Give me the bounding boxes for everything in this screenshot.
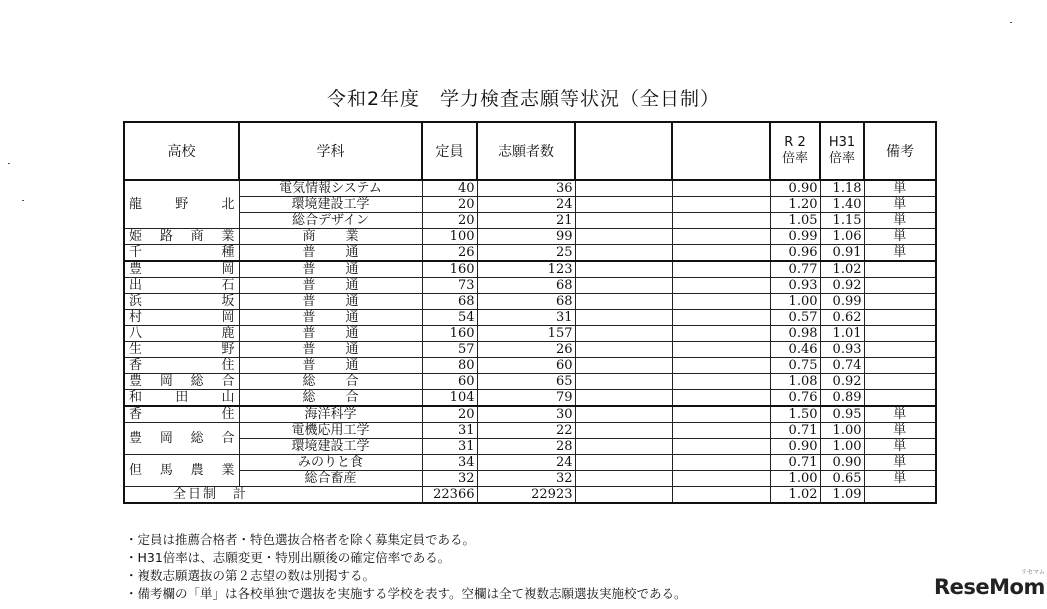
- r2-ratio-cell: 0.57: [770, 310, 820, 326]
- capacity-cell: 160: [422, 326, 477, 342]
- blank-cell: [575, 261, 672, 278]
- blank-cell: [672, 278, 770, 294]
- applicants-cell: 79: [477, 390, 575, 407]
- department-name: みのりと食: [239, 455, 422, 471]
- h31-ratio-cell: 1.18: [820, 180, 864, 197]
- applicants-cell: 60: [477, 358, 575, 374]
- blank-cell: [575, 455, 672, 471]
- table-row: [124, 455, 936, 471]
- blank-cell: [672, 245, 770, 262]
- capacity-cell: 60: [422, 374, 477, 390]
- applicants-cell: 24: [477, 197, 575, 213]
- blank-cell: [672, 180, 770, 197]
- h31-ratio-cell: 1.01: [820, 326, 864, 342]
- logo-subtext: リセマム: [1020, 569, 1045, 576]
- capacity-cell: 26: [422, 245, 477, 262]
- remarks-cell: [864, 342, 936, 358]
- table-row: [124, 423, 936, 439]
- school-name: 八 鹿: [124, 326, 239, 342]
- remarks-cell: 単: [864, 229, 936, 245]
- r2-ratio-cell: 0.71: [770, 455, 820, 471]
- applicants-cell: 24: [477, 455, 575, 471]
- blank-cell: [575, 342, 672, 358]
- r2-ratio-cell: 0.77: [770, 261, 820, 278]
- total-h31-ratio: 1.09: [820, 487, 864, 504]
- table-body: [124, 180, 936, 503]
- table-row: [124, 406, 936, 423]
- h31-ratio-cell: 1.00: [820, 423, 864, 439]
- table-row: [124, 326, 936, 342]
- department-name: 電気情報システム: [239, 180, 422, 197]
- blank-cell: [575, 471, 672, 487]
- capacity-cell: 31: [422, 423, 477, 439]
- capacity-cell: 32: [422, 471, 477, 487]
- applicants-cell: 99: [477, 229, 575, 245]
- blank-cell: [575, 374, 672, 390]
- status-table-wrapper: [123, 121, 935, 504]
- header-blank-1: [575, 122, 672, 180]
- remarks-cell: 単: [864, 406, 936, 423]
- h31-ratio-cell: 0.91: [820, 245, 864, 262]
- h31-ratio-cell: 0.93: [820, 342, 864, 358]
- h31-ratio-cell: 0.90: [820, 455, 864, 471]
- department-name: 環境建設工学: [239, 197, 422, 213]
- remarks-cell: 単: [864, 439, 936, 455]
- blank-cell: [672, 342, 770, 358]
- remarks-cell: [864, 374, 936, 390]
- applicants-cell: 68: [477, 278, 575, 294]
- capacity-cell: 31: [422, 439, 477, 455]
- department-name: 普 通: [239, 261, 422, 278]
- table-row: [124, 294, 936, 310]
- department-name: 総 合: [239, 374, 422, 390]
- school-name: 香 住: [124, 406, 239, 423]
- blank-cell: [575, 390, 672, 407]
- table-row: [124, 261, 936, 278]
- r2-ratio-cell: 0.75: [770, 358, 820, 374]
- applicants-cell: 28: [477, 439, 575, 455]
- school-name: 豊 岡 総 合: [124, 374, 239, 390]
- school-name: 村 岡: [124, 310, 239, 326]
- remarks-cell: [864, 261, 936, 278]
- blank-cell: [672, 487, 770, 504]
- applicants-cell: 68: [477, 294, 575, 310]
- blank-cell: [672, 358, 770, 374]
- blank-cell: [672, 261, 770, 278]
- school-name: 姫 路 商 業: [124, 229, 239, 245]
- footnote-capacity: ・定員は推薦合格者・特色選抜合格者を除く募集定員である。: [125, 532, 476, 547]
- page-title: 令和2年度 学力検査志願等状況（全日制）: [326, 88, 721, 110]
- blank-cell: [575, 406, 672, 423]
- r2-ratio-cell: 0.93: [770, 278, 820, 294]
- header-school: 高校: [124, 122, 239, 180]
- applicants-cell: 21: [477, 213, 575, 229]
- r2-ratio-cell: 0.46: [770, 342, 820, 358]
- department-name: 総合デザイン: [239, 213, 422, 229]
- blank-cell: [672, 423, 770, 439]
- blank-cell: [672, 294, 770, 310]
- department-name: 普 通: [239, 358, 422, 374]
- remarks-cell: [864, 326, 936, 342]
- remarks-cell: 単: [864, 471, 936, 487]
- r2-ratio-cell: 0.96: [770, 245, 820, 262]
- blank-cell: [575, 294, 672, 310]
- blank-cell: [575, 180, 672, 197]
- scan-speck: [8, 163, 10, 164]
- blank-cell: [672, 374, 770, 390]
- table-row: [124, 358, 936, 374]
- applicants-cell: 157: [477, 326, 575, 342]
- table-row: [124, 197, 936, 213]
- header-row: [124, 122, 936, 180]
- total-capacity: 22366: [422, 487, 477, 504]
- h31-ratio-cell: 1.02: [820, 261, 864, 278]
- r2-ratio-cell: 0.98: [770, 326, 820, 342]
- resemom-logo: [934, 569, 1045, 599]
- blank-cell: [575, 213, 672, 229]
- header-blank-2: [672, 122, 770, 180]
- remarks-cell: 単: [864, 197, 936, 213]
- school-name: 但 馬 農 業: [124, 455, 239, 487]
- r2-ratio-cell: 1.20: [770, 197, 820, 213]
- school-name: 生 野: [124, 342, 239, 358]
- h31-ratio-cell: 0.92: [820, 374, 864, 390]
- header-h31-ratio: [820, 122, 864, 180]
- blank-cell: [575, 278, 672, 294]
- h31-ratio-cell: 1.06: [820, 229, 864, 245]
- header-h31-text: H31 倍率: [828, 135, 856, 166]
- table-row: [124, 180, 936, 197]
- r2-ratio-cell: 0.90: [770, 180, 820, 197]
- r2-ratio-cell: 1.05: [770, 213, 820, 229]
- department-name: 普 通: [239, 326, 422, 342]
- h31-ratio-cell: 0.92: [820, 278, 864, 294]
- blank-cell: [575, 487, 672, 504]
- h31-ratio-cell: 0.62: [820, 310, 864, 326]
- department-name: 総合畜産: [239, 471, 422, 487]
- r2-ratio-cell: 0.90: [770, 439, 820, 455]
- r2-ratio-cell: 1.00: [770, 294, 820, 310]
- school-name: 豊 岡 総 合: [124, 423, 239, 455]
- capacity-cell: 57: [422, 342, 477, 358]
- blank-cell: [672, 310, 770, 326]
- header-r2-ratio: [770, 122, 820, 180]
- department-name: 総 合: [239, 390, 422, 407]
- applicants-cell: 25: [477, 245, 575, 262]
- header-department: 学科: [239, 122, 422, 180]
- h31-ratio-cell: 1.00: [820, 439, 864, 455]
- blank-cell: [575, 197, 672, 213]
- department-name: 商 業: [239, 229, 422, 245]
- applicants-cell: 30: [477, 406, 575, 423]
- footnote-h31: ・H31倍率は、志願変更・特別出願後の確定倍率である。: [125, 550, 451, 565]
- r2-ratio-cell: 1.50: [770, 406, 820, 423]
- header-capacity: 定員: [422, 122, 477, 180]
- remarks-cell: 単: [864, 455, 936, 471]
- remarks-cell: 単: [864, 180, 936, 197]
- department-name: 環境建設工学: [239, 439, 422, 455]
- header-r2-text: R 2 倍率: [781, 135, 808, 166]
- remarks-cell: 単: [864, 423, 936, 439]
- h31-ratio-cell: 0.65: [820, 471, 864, 487]
- department-name: 普 通: [239, 278, 422, 294]
- remarks-cell: [864, 278, 936, 294]
- school-name: 豊 岡: [124, 261, 239, 278]
- capacity-cell: 100: [422, 229, 477, 245]
- blank-cell: [672, 471, 770, 487]
- capacity-cell: 20: [422, 197, 477, 213]
- school-name: 出 石: [124, 278, 239, 294]
- capacity-cell: 40: [422, 180, 477, 197]
- blank-cell: [575, 439, 672, 455]
- school-name: 浜 坂: [124, 294, 239, 310]
- remarks-cell: 単: [864, 245, 936, 262]
- table-row: [124, 229, 936, 245]
- total-r2-ratio: 1.02: [770, 487, 820, 504]
- total-row: [124, 487, 936, 504]
- department-name: 普 通: [239, 245, 422, 262]
- blank-cell: [575, 326, 672, 342]
- school-name: 千 種: [124, 245, 239, 262]
- h31-ratio-cell: 0.95: [820, 406, 864, 423]
- h31-ratio-cell: 1.40: [820, 197, 864, 213]
- blank-cell: [672, 229, 770, 245]
- total-remarks: [864, 487, 936, 504]
- applicants-cell: 31: [477, 310, 575, 326]
- status-table: [123, 121, 937, 504]
- table-row: [124, 374, 936, 390]
- capacity-cell: 54: [422, 310, 477, 326]
- footnote-remarks: ・備考欄の「単」は各校単独で選抜を実施する学校を表す。空欄は全て複数志願選抜実施校である。: [125, 586, 687, 601]
- table-row: [124, 213, 936, 229]
- capacity-cell: 20: [422, 213, 477, 229]
- remarks-cell: 単: [864, 213, 936, 229]
- logo-text: ReseMom: [934, 575, 1045, 599]
- h31-ratio-cell: 0.89: [820, 390, 864, 407]
- school-name: 龍 野 北: [124, 180, 239, 229]
- remarks-cell: [864, 358, 936, 374]
- blank-cell: [672, 390, 770, 407]
- applicants-cell: 123: [477, 261, 575, 278]
- table-row: [124, 342, 936, 358]
- blank-cell: [672, 455, 770, 471]
- capacity-cell: 73: [422, 278, 477, 294]
- capacity-cell: 80: [422, 358, 477, 374]
- footnote-second-choice: ・複数志願選抜の第２志望の数は別掲する。: [125, 568, 376, 583]
- table-row: [124, 471, 936, 487]
- total-label: 全日制 計: [124, 487, 422, 504]
- scan-speck: [1010, 22, 1012, 23]
- blank-cell: [672, 406, 770, 423]
- table-row: [124, 439, 936, 455]
- r2-ratio-cell: 1.00: [770, 471, 820, 487]
- table-row: [124, 245, 936, 262]
- applicants-cell: 32: [477, 471, 575, 487]
- table-row: [124, 310, 936, 326]
- capacity-cell: 104: [422, 390, 477, 407]
- department-name: 普 通: [239, 310, 422, 326]
- h31-ratio-cell: 0.99: [820, 294, 864, 310]
- remarks-cell: [864, 294, 936, 310]
- applicants-cell: 26: [477, 342, 575, 358]
- table-row: [124, 278, 936, 294]
- school-name: 香 住: [124, 358, 239, 374]
- capacity-cell: 20: [422, 406, 477, 423]
- footnotes: [125, 531, 925, 603]
- scan-speck: [22, 200, 24, 201]
- school-name: 和 田 山: [124, 390, 239, 407]
- department-name: 電機応用工学: [239, 423, 422, 439]
- blank-cell: [575, 358, 672, 374]
- remarks-cell: [864, 390, 936, 407]
- blank-cell: [672, 326, 770, 342]
- r2-ratio-cell: 0.99: [770, 229, 820, 245]
- capacity-cell: 68: [422, 294, 477, 310]
- r2-ratio-cell: 0.71: [770, 423, 820, 439]
- h31-ratio-cell: 1.15: [820, 213, 864, 229]
- applicants-cell: 36: [477, 180, 575, 197]
- blank-cell: [575, 229, 672, 245]
- department-name: 普 通: [239, 342, 422, 358]
- blank-cell: [672, 213, 770, 229]
- capacity-cell: 160: [422, 261, 477, 278]
- h31-ratio-cell: 0.74: [820, 358, 864, 374]
- blank-cell: [575, 423, 672, 439]
- remarks-cell: [864, 310, 936, 326]
- department-name: 海洋科学: [239, 406, 422, 423]
- header-remarks: 備考: [864, 122, 936, 180]
- capacity-cell: 34: [422, 455, 477, 471]
- header-applicants: 志願者数: [477, 122, 575, 180]
- blank-cell: [672, 439, 770, 455]
- total-applicants: 22923: [477, 487, 575, 504]
- r2-ratio-cell: 1.08: [770, 374, 820, 390]
- blank-cell: [672, 197, 770, 213]
- applicants-cell: 65: [477, 374, 575, 390]
- blank-cell: [575, 310, 672, 326]
- blank-cell: [575, 245, 672, 262]
- r2-ratio-cell: 0.76: [770, 390, 820, 407]
- department-name: 普 通: [239, 294, 422, 310]
- applicants-cell: 22: [477, 423, 575, 439]
- table-row: [124, 390, 936, 407]
